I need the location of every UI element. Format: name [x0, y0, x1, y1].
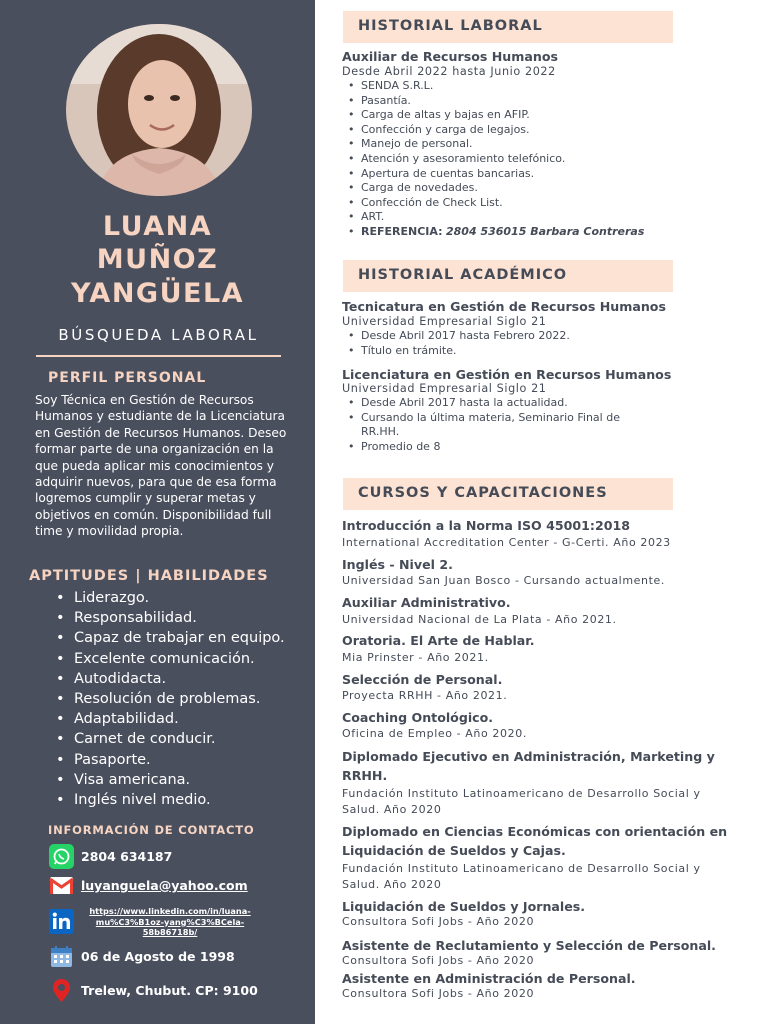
reference-item	[361, 225, 644, 240]
location-pin-icon	[49, 978, 74, 1003]
skill-item: • Resolución de problemas.	[56, 689, 311, 709]
reference-value: 2804 536015 Barbara Contreras	[446, 224, 645, 238]
birthdate-text: 06 de Agosto de 1998	[81, 949, 235, 964]
course-detail: International Accreditation Center - G-Certi. Año 2023	[342, 536, 671, 549]
skills-title: APTITUDES | HABILIDADES	[29, 568, 269, 584]
academic-title-1: Tecnicatura en Gestión de Recursos Humanos	[342, 299, 666, 314]
headline: BÚSQUEDA LABORAL	[58, 326, 259, 344]
course-detail: Universidad San Juan Bosco - Cursando actualmente.	[342, 574, 665, 587]
course-title: Selección de Personal.	[342, 672, 503, 687]
name-line-2: MUÑOZ	[96, 244, 219, 275]
list-item: • Desde Abril 2017 hasta Febrero 2022.	[361, 329, 570, 344]
course-title: Asistente de Reclutamiento y Selección de Personal.	[342, 938, 716, 953]
name-line-3: YANGÜELA	[70, 278, 245, 309]
skills-list	[56, 588, 311, 810]
reference-label: REFERENCIA:	[361, 224, 443, 238]
linkedin-link[interactable]: https://www.linkedin.com/in/luana-mu%C3%B1oz-yang%C3%BCela-58b86718b/	[89, 906, 251, 937]
list-item: • Cursando la última materia, Seminario Final de RR.HH.	[361, 411, 651, 440]
section-academic	[343, 260, 673, 292]
job-period: Desde Abril 2022 hasta Junio 2022	[342, 65, 556, 78]
list-item: • Desde Abril 2017 hasta la actualidad.	[361, 396, 651, 411]
list-item: • Pasantía.	[361, 94, 644, 109]
course-detail: Consultora Sofi Jobs - Año 2020	[342, 954, 535, 967]
list-item: • Confección y carga de legajos.	[361, 123, 644, 138]
section-courses	[343, 478, 673, 510]
contact-title: INFORMACIÓN DE CONTACTO	[48, 823, 255, 837]
list-item: • Carga de novedades.	[361, 181, 644, 196]
phone-text: 2804 634187	[81, 849, 173, 864]
academic-title-2: Licenciatura en Gestión en Recursos Humanos	[342, 367, 672, 382]
course-title: Introducción a la Norma ISO 45001:2018	[342, 518, 631, 533]
sidebar	[0, 0, 315, 1024]
skill-item: • Carnet de conducir.	[56, 729, 311, 749]
course-detail: Proyecta RRHH - Año 2021.	[342, 689, 508, 702]
calendar-icon	[49, 944, 74, 969]
list-item: • Confección de Check List.	[361, 196, 644, 211]
job-duties-list	[361, 79, 644, 240]
course-title: Diplomado Ejecutivo en Administración, Marketing y RRHH.	[342, 749, 715, 783]
contact-location	[49, 978, 258, 1003]
list-item: • Título en trámite.	[361, 344, 570, 359]
list-item: • Manejo de personal.	[361, 137, 644, 152]
portrait-image	[66, 24, 252, 196]
course-title: Inglés - Nivel 2.	[342, 557, 453, 572]
skill-item: • Inglés nivel medio.	[56, 790, 311, 810]
main-content	[315, 0, 768, 1024]
list-item: • Atención y asesoramiento telefónico.	[361, 152, 644, 167]
section-courses-title: CURSOS Y CAPACITACIONES	[358, 485, 608, 501]
course-detail: Fundación Instituto Latinoamericano de Desarrollo Social y Salud. Año 2020	[342, 787, 701, 816]
course-title: Diplomado en Ciencias Económicas con orientación en Liquidación de Sueldos y Cajas.	[342, 824, 728, 858]
course-detail: Consultora Sofi Jobs - Año 2020	[342, 987, 535, 1000]
profile-photo	[66, 24, 252, 196]
academic-list-1	[361, 329, 570, 358]
perfil-title: PERFIL PERSONAL	[48, 370, 207, 386]
list-item: • Promedio de 8	[361, 440, 651, 455]
section-academic-title: HISTORIAL ACADÉMICO	[358, 267, 568, 283]
gmail-icon	[49, 873, 74, 898]
list-item: • Apertura de cuentas bancarias.	[361, 167, 644, 182]
course-title: Coaching Ontológico.	[342, 710, 494, 725]
academic-institution-1: Universidad Empresarial Siglo 21	[342, 315, 547, 328]
course-detail: Mia Prinster - Año 2021.	[342, 651, 489, 664]
location-text: Trelew, Chubut. CP: 9100	[81, 983, 258, 998]
perfil-text: Soy Técnica en Gestión de Recursos Humanos y estudiante de la Licenciatura en Gestión de Recursos Humanos. Deseo formar parte de una organización en la que pueda aplicar mis conocimientos y adquirir nuevos, para que de esa forma logremos cumplir y superar metas y objetivos en común. Disponibilidad full time y movilidad propia.	[35, 393, 287, 539]
section-work-title: HISTORIAL LABORAL	[358, 18, 543, 34]
contact-email[interactable]	[49, 873, 248, 898]
course-detail: Fundación Instituto Latinoamericano de Desarrollo Social y Salud. Año 2020	[342, 862, 701, 891]
whatsapp-icon	[49, 844, 74, 869]
linkedin-icon	[49, 909, 74, 934]
skill-item: • Excelente comunicación.	[56, 649, 311, 669]
course-detail: Universidad Nacional de La Plata - Año 2021.	[342, 613, 617, 626]
contact-linkedin[interactable]	[49, 906, 259, 938]
course-title: Liquidación de Sueldos y Jornales.	[342, 899, 586, 914]
skill-item: • Capaz de trabajar en equipo.	[56, 628, 311, 648]
contact-birthdate	[49, 944, 235, 969]
course-detail: Oficina de Empleo - Año 2020.	[342, 727, 527, 740]
skill-item: • Pasaporte.	[56, 750, 311, 770]
name-line-1: LUANA	[102, 211, 213, 242]
section-work	[343, 11, 673, 43]
academic-institution-2: Universidad Empresarial Siglo 21	[342, 382, 547, 395]
skill-item: • Adaptabilidad.	[56, 709, 311, 729]
list-item: • Carga de altas y bajas en AFIP.	[361, 108, 644, 123]
email-link[interactable]: luyanguela@yahoo.com	[81, 878, 248, 893]
course-title: Oratoria. El Arte de Hablar.	[342, 633, 535, 648]
skill-item: • Autodidacta.	[56, 669, 311, 689]
course-title: Asistente en Administración de Personal.	[342, 971, 636, 986]
list-item: • ART.	[361, 210, 644, 225]
skill-item: • Responsabilidad.	[56, 608, 311, 628]
academic-list-2	[361, 396, 651, 454]
headline-divider	[36, 355, 281, 357]
skill-item: • Liderazgo.	[56, 588, 311, 608]
course-title: Auxiliar Administrativo.	[342, 595, 511, 610]
course-detail: Consultora Sofi Jobs - Año 2020	[342, 915, 535, 928]
contact-phone	[49, 844, 172, 869]
skill-item: • Visa americana.	[56, 770, 311, 790]
list-item: • SENDA S.R.L.	[361, 79, 644, 94]
job-title: Auxiliar de Recursos Humanos	[342, 49, 558, 64]
